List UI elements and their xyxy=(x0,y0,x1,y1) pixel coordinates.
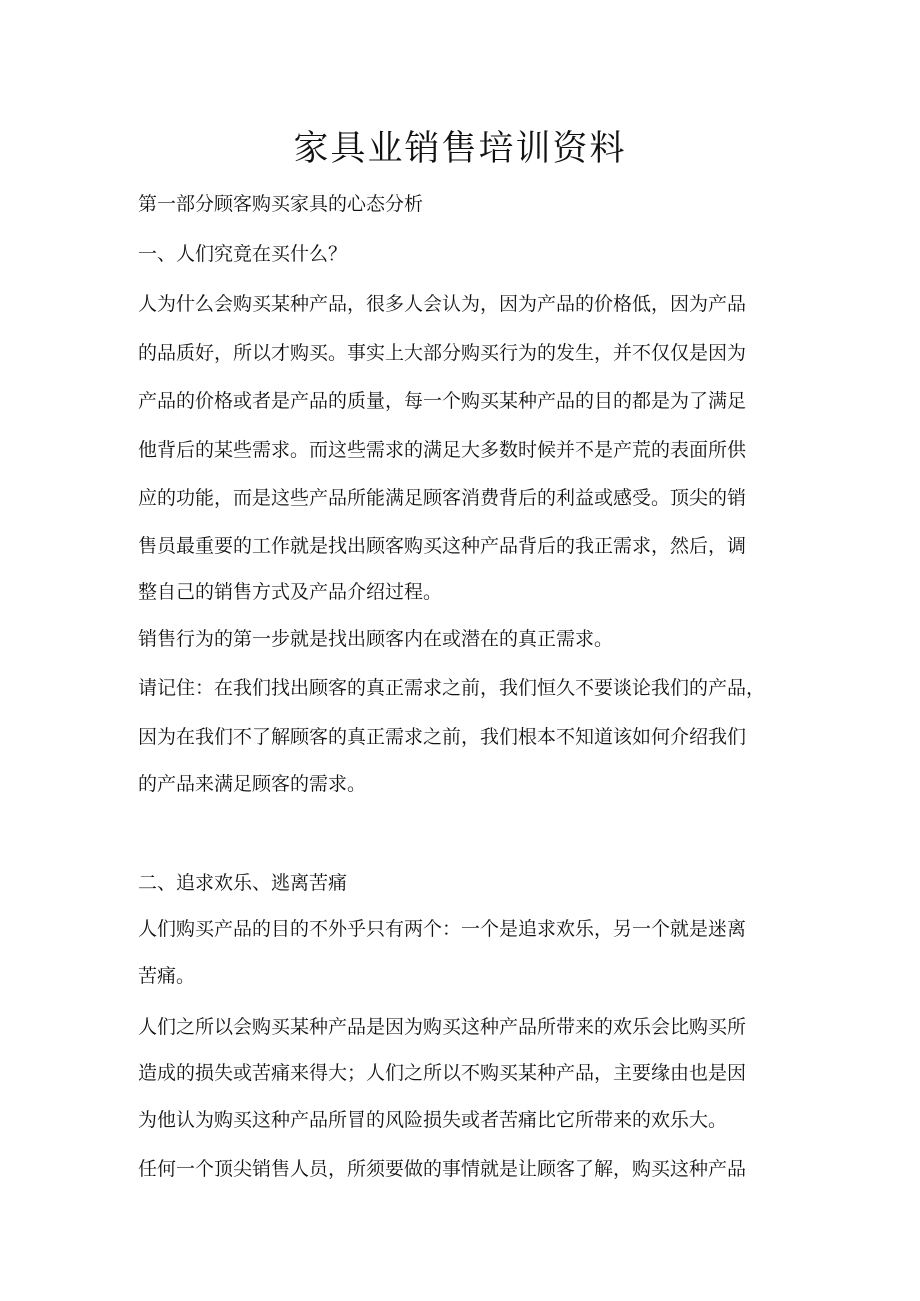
section1-para1-line: 产品的价格或者是产品的质量，每一个购买某种产品的目的都是为了满足 xyxy=(138,390,747,412)
section1-para1-line: 的品质好，所以才购买。事实上大部分购买行为的发生，并不仅仅是因为 xyxy=(138,342,747,364)
section2-para2-line: 为他认为购买这种产品所冒的风险损失或者苦痛比它所带来的欢乐大。 xyxy=(138,1109,728,1131)
section1-para1-line: 整自己的销售方式及产品介绍过程。 xyxy=(138,581,443,603)
section2-para2-line: 人们之所以会购买某种产品是因为购买这种产品所带来的欢乐会比购买所 xyxy=(138,1016,747,1038)
section1-para1-line: 人为什么会购买某种产品，很多人会认为，因为产品的价格低，因为产品 xyxy=(138,293,747,315)
section2-heading: 二、追求欢乐、逃离苦痛 xyxy=(138,872,348,894)
section1-para2: 销售行为的第一步就是找出顾客内在或潜在的真正需求。 xyxy=(138,628,614,650)
document-title: 家具业销售培训资料 xyxy=(293,129,627,169)
section1-para3-line: 请记住：在我们找出顾客的真正需求之前，我们恒久不要谈论我们的产品， xyxy=(138,677,766,699)
section1-para1-line: 应的功能，而是这些产品所能满足顾客消费背后的利益或感受。顶尖的销 xyxy=(138,487,747,509)
section2-para3-line: 任何一个顶尖销售人员，所须要做的事情就是让顾客了解，购买这种产品 xyxy=(138,1158,747,1180)
section2-para2-line: 造成的损失或苦痛来得大；人们之所以不购买某种产品，主要缘由也是因 xyxy=(138,1062,747,1084)
part-heading: 第一部分顾客购买家具的心态分析 xyxy=(138,193,424,215)
section2-para1-line: 人们购买产品的目的不外乎只有两个：一个是追求欢乐，另一个就是迷离 xyxy=(138,918,747,940)
section1-para3-line: 的产品来满足顾客的需求。 xyxy=(138,773,367,795)
section1-heading: 一、人们究竟在买什么？ xyxy=(138,243,348,265)
section1-para3-line: 因为在我们不了解顾客的真正需求之前，我们根本不知道该如何介绍我们 xyxy=(138,726,747,748)
section1-para1-line: 他背后的某些需求。而这些需求的满足大多数时候并不是产荒的表面所供 xyxy=(138,439,747,461)
section2-para1-line: 苦痛。 xyxy=(138,965,196,987)
section1-para1-line: 售员最重要的工作就是找出顾客购买这种产品背后的我正需求，然后，调 xyxy=(138,535,747,557)
